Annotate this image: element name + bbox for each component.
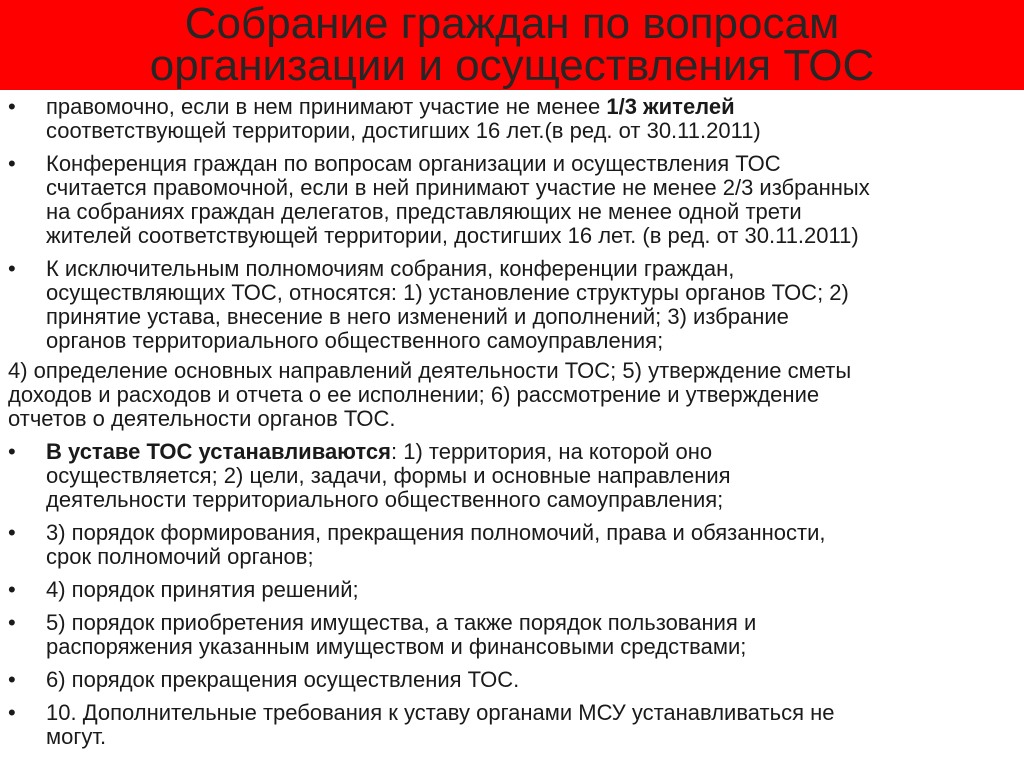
list-item (8, 578, 1016, 602)
item-text-post: 3) порядок формирования, прекращения полномочий, права и обязанности, срок полномочий органов; (46, 520, 826, 569)
bullet-glyph: • (8, 520, 16, 545)
list-item (8, 257, 1016, 353)
slide-title: Собрание граждан по вопросам организации и осуществления ТОС (149, 0, 875, 90)
list-item (8, 611, 1016, 659)
bullet-glyph: • (8, 610, 16, 635)
item-text-post: Конференция граждан по вопросам организации и осуществления ТОС считается правомочной, если в ней принимают участие не менее 2/3 избранных на собраниях граждан делегатов, представляющих не менее одной трети жителей соответствующей территории, достигших 16 лет. (в ред. от 30.11.2011) (46, 151, 870, 248)
list-item (8, 95, 1016, 143)
item-text-post: 4) определение основных направлений деятельности ТОС; 5) утверждение сметы доходов и расходов и отчета о ее исполнении; 6) рассмотрение и утверждение отчетов о деятельности органов ТОС. (8, 358, 852, 431)
item-text-post: К исключительным полномочиям собрания, конференции граждан, осуществляющих ТОС, относятся: 1) установление структуры органов ТОС; 2) принятие устава, внесение в него изменений и дополнений; 3) избрание органов территориального общественного самоуправления; (46, 256, 849, 353)
list-item (8, 668, 1016, 692)
bullet-glyph: • (8, 700, 16, 725)
slide-content (8, 95, 1016, 758)
item-text-post: 5) порядок приобретения имущества, а также порядок пользования и распоряжения указанным имуществом и финансовыми средствами; (46, 610, 757, 659)
bullet-glyph: • (8, 439, 16, 464)
title-band (0, 0, 1024, 90)
bullet-glyph: • (8, 667, 16, 692)
item-text-bold: В уставе ТОС устанавливаются (46, 439, 391, 464)
bullet-glyph: • (8, 94, 16, 119)
list-item (8, 440, 1016, 512)
list-item-continuation (8, 359, 1016, 431)
list-item (8, 521, 1016, 569)
list-item (8, 701, 1016, 749)
item-text-post: : 1) территория, на которой оно осуществляется; 2) цели, задачи, формы и основные направления деятельности территориального общественного самоуправления; (46, 439, 731, 512)
list-item (8, 152, 1016, 248)
item-text-pre: правомочно, если в нем принимают участие не менее (46, 94, 607, 119)
bullet-glyph: • (8, 151, 16, 176)
item-text-post: 6) порядок прекращения осуществления ТОС. (46, 667, 520, 692)
item-text-post: 4) порядок принятия решений; (46, 577, 359, 602)
item-text-post: 10. Дополнительные требования к уставу органами МСУ устанавливаться не могут. (46, 700, 835, 749)
bullet-glyph: • (8, 577, 16, 602)
bullet-glyph: • (8, 256, 16, 281)
item-text-bold: 1/3 жителей (606, 94, 735, 119)
item-text-post: соответствующей территории, достигших 16 лет.(в ред. от 30.11.2011) (46, 118, 761, 143)
